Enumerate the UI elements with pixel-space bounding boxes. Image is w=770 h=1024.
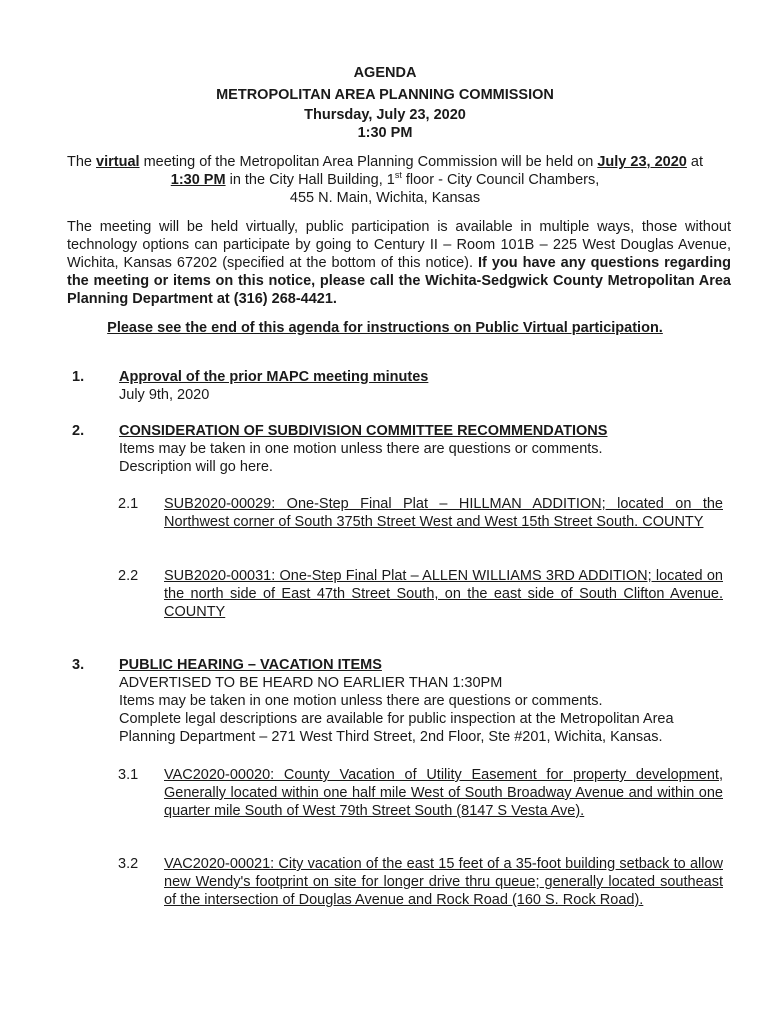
meeting-time-emphasis: 1:30 PM: [170, 172, 226, 188]
item-title: Approval of the prior MAPC meeting minutes: [119, 369, 429, 385]
subitem-number: 2.2: [118, 568, 139, 584]
item-number: 1.: [72, 369, 85, 385]
subitem-number: 3.1: [118, 767, 139, 783]
item-title: CONSIDERATION OF SUBDIVISION COMMITTEE RECOMMENDATIONS: [119, 423, 608, 439]
subitem-sub2020-00031: SUB2020-00031: One-Step Final Plat – ALLEN WILLIAMS 3RD ADDITION; located on the north side of East 47th Street South, on the east side of South Clifton Avenue. COUNTY: [164, 568, 723, 620]
subitem-sub2020-00029: SUB2020-00029: One-Step Final Plat – HILLMAN ADDITION; located on the Northwest corner of South 375th Street West and West 15th Street South. COUNTY: [164, 496, 723, 530]
intro-line-2: 1:30 PM in the City Hall Building, 1st floor - City Council Chambers,: [170, 170, 600, 188]
virtual-participation-notice: Please see the end of this agenda for instructions on Public Virtual participation.: [107, 320, 663, 336]
meeting-date-emphasis: July 23, 2020: [597, 154, 687, 170]
item-line: ADVERTISED TO BE HEARD NO EARLIER THAN 1:30PM: [119, 675, 503, 691]
item-line: Items may be taken in one motion unless there are questions or comments.: [119, 693, 603, 709]
participation-paragraph: The meeting will be held virtually, public participation is available in multiple ways, those without technology options can participate by going to Century II – Room 101B – 225 West Douglas Avenue, Wichita, Kansas 67202 (specified at the bottom of this notice). If you have any questions regarding the meeting or items on this notice, please call the Wichita-Sedgwick County Metropolitan Area Planning Department at (316) 268-4421.: [67, 219, 731, 307]
subitem-vac2020-00021: VAC2020-00021: City vacation of the east 15 feet of a 35-foot building setback to allow new Wendy's footprint on site for longer drive thru queue; generally located southeast of the intersection of Douglas Avenue and Rock Road (160 S. Rock Road).: [164, 856, 723, 908]
agenda-item-2: [119, 422, 731, 476]
intro-address: 455 N. Main, Wichita, Kansas: [289, 190, 481, 206]
item-number: 2.: [72, 423, 85, 439]
questions-contact: If you have any questions regarding the meeting or items on this notice, please call the Wichita-Sedgwick County Metropolitan Area Planning Department at (316) 268-4421.: [67, 255, 731, 307]
virtual-emphasis: virtual: [96, 154, 140, 170]
item-line: Description will go here.: [119, 459, 273, 475]
commission-heading: METROPOLITAN AREA PLANNING COMMISSION: [216, 87, 554, 103]
item-line: July 9th, 2020: [119, 387, 210, 403]
intro-paragraph: [40, 153, 730, 207]
agenda-item-1: [119, 368, 731, 404]
subitem-number: 2.1: [118, 496, 139, 512]
agenda-item-3: [119, 656, 731, 746]
item-line: Items may be taken in one motion unless there are questions or comments.: [119, 441, 603, 457]
item-line: Complete legal descriptions are available for public inspection at the Metropolitan Area Planning Department – 271 West Third Street, 2nd Floor, Ste #201, Wichita, Kansas.: [119, 711, 674, 745]
item-title: PUBLIC HEARING – VACATION ITEMS: [119, 657, 382, 673]
agenda-heading: AGENDA: [353, 65, 417, 81]
meeting-date: Thursday, July 23, 2020: [304, 107, 466, 123]
subitem-number: 3.2: [118, 856, 139, 872]
intro-line-1: The virtual meeting of the Metropolitan Area Planning Commission will be held on July 23, 2020 at: [67, 154, 703, 170]
subitem-vac2020-00020: VAC2020-00020: County Vacation of Utility Easement for property development, Generally located within one half mile West of South Broadway Avenue and within one quarter mile South of West 79th Street South (8147 S Vesta Ave).: [164, 767, 723, 819]
meeting-time: 1:30 PM: [357, 125, 413, 141]
item-number: 3.: [72, 657, 85, 673]
